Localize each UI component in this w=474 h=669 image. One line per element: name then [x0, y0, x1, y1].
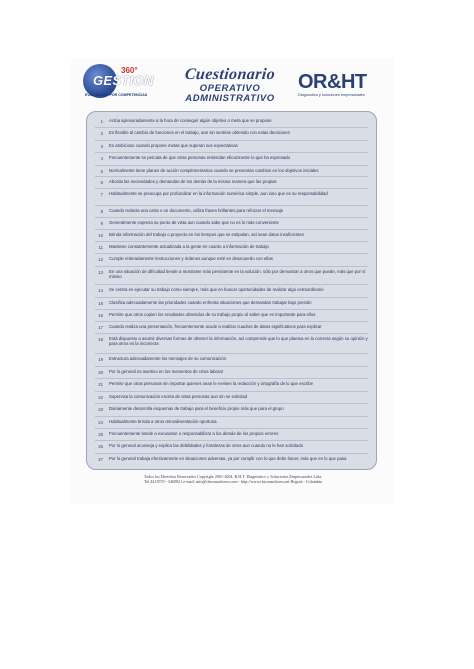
questions-panel — [86, 111, 377, 470]
orht-logo-tagline: Diagnóstico y soluciones empresariales — [298, 93, 365, 97]
orht-logo-mark: OR&HT — [298, 71, 367, 93]
question-text: Aborda las necesidades y demandas de los demás de la misma manera que las propias — [109, 179, 277, 184]
question-row — [87, 256, 376, 262]
row-divider — [95, 366, 368, 367]
question-text: Brinda información del trabajo o proyecto en los tiempos que se estipulan, así sean datos insuficientes — [109, 232, 304, 237]
row-divider — [95, 321, 368, 322]
question-text: Estructura adecuadamente los mensajes de su comunicación — [109, 356, 227, 361]
gestion-logo-number: 360° — [121, 66, 138, 75]
question-row — [87, 369, 376, 375]
question-text: Habitualmente se preocupa por profundizar en la información numérica simple, aun sino que es su responsabilidad — [109, 191, 328, 196]
question-number: 27 — [98, 456, 103, 462]
row-divider — [95, 205, 368, 206]
row-divider — [95, 378, 368, 379]
gestion-logo-tagline: EVALUACION POR COMPETENCIAS — [85, 93, 148, 97]
question-text: Mantiene constantemente actualizada a la gente en cuanto a información de trabajo — [109, 244, 269, 249]
row-divider — [95, 229, 368, 230]
question-number: 10 — [98, 232, 103, 238]
title-administrativo: ADMINISTRATIVO — [185, 93, 275, 104]
question-row — [87, 208, 376, 214]
question-row — [87, 143, 376, 149]
question-number: 6 — [100, 179, 103, 185]
row-divider — [95, 297, 368, 298]
question-text: Habitualmente brinda a otros retroalimentación oportuna — [109, 419, 217, 424]
row-divider — [95, 152, 368, 153]
question-row — [87, 191, 376, 197]
title-operativo: OPERATIVO — [199, 83, 261, 94]
question-number: 24 — [98, 419, 103, 425]
question-text: Por lo general aconseja y explica las debilidades y fortalezas de otros aun cuando no le han solicitado — [109, 443, 304, 448]
question-number: 15 — [98, 300, 103, 306]
question-text: Es flexible al cambio de funciones en el trabajo, aun sin sentirse obtenido con estas decisiones — [109, 130, 290, 135]
question-number: 16 — [98, 312, 103, 318]
question-row — [87, 269, 376, 279]
row-divider — [95, 333, 368, 334]
question-number: 1 — [100, 118, 103, 124]
question-row — [87, 394, 376, 400]
question-number: 20 — [98, 369, 103, 375]
question-text: Generalmente expresa su punto de vista aun cuando sabe que no es lo más conveniente — [109, 220, 279, 225]
title-cuestionario: Cuestionario — [184, 66, 277, 83]
question-text: Normalmente tiene planes de acción complementarios cuando se presentan cambios en los objetivos iniciales — [109, 168, 319, 173]
question-text: Se centra en ejecutar su trabajo como siempre, más que en buscar oportunidades de realizar algo extraordinario — [109, 287, 324, 292]
question-row — [87, 443, 376, 449]
question-text: Está dispuesto a asumir diversas formas de obtener la información, así comprende que lo que plantea en la correcta según su opinión y para otros es la incorrecta — [109, 336, 368, 346]
row-divider — [95, 440, 368, 441]
question-row — [87, 287, 376, 293]
question-row — [87, 381, 376, 387]
row-divider — [95, 217, 368, 218]
gestion-logo-word: GESTION — [93, 73, 154, 88]
question-text: Es ambicioso cuando propone metas que superan sus expectativas — [109, 143, 238, 148]
row-divider — [95, 140, 368, 141]
question-text: Actúa apresuradamente a la hora de conseguir algún objetivo o meta que se propone — [109, 118, 272, 123]
question-number: 25 — [98, 431, 103, 437]
question-row — [87, 431, 376, 437]
question-number: 19 — [98, 356, 103, 362]
question-text: Permite que otras personas sin importar quienes sean le revisen la redacción y ortografía de lo que escribe — [109, 381, 313, 386]
row-divider — [95, 403, 368, 404]
row-divider — [95, 188, 368, 189]
question-text: Por lo general trabaja efectivamente en situaciones adversas, ya por cumplir con lo que debe hacer, más que en lo que pasa — [109, 456, 347, 461]
row-divider — [95, 416, 368, 417]
question-number: 7 — [100, 191, 103, 197]
question-text: Cuando redacta una carta o un documento, utiliza frases brillantes para reforzar el mensaje — [109, 208, 284, 213]
row-divider — [95, 241, 368, 242]
question-row — [87, 232, 376, 238]
row-divider — [95, 176, 368, 177]
question-row — [87, 168, 376, 174]
row-divider — [95, 391, 368, 392]
question-number: 3 — [100, 143, 103, 149]
question-row — [87, 312, 376, 318]
row-divider — [95, 253, 368, 254]
question-row — [87, 244, 376, 250]
question-number: 4 — [100, 155, 103, 161]
question-row — [87, 220, 376, 226]
question-row — [87, 419, 376, 425]
question-number: 5 — [100, 168, 103, 174]
question-number: 22 — [98, 394, 103, 400]
footer-contact: Tel 4413570 - 3460821 e-mail: info@rhtconsultores.com - http://www.rhtconsultores.net Bogotá - Colombia — [144, 479, 322, 485]
question-row — [87, 179, 376, 185]
question-number: 11 — [98, 244, 103, 250]
row-divider — [95, 353, 368, 354]
question-text: Frecuentemente tiende a excusarse o responsabilizar a los demás de los propios errores — [109, 431, 279, 436]
question-text: En una situación de dificultad tiende a mostrarse más persistente en la solución, sólo por demostrar a otros que puede, más que por sí mismo — [109, 269, 366, 279]
question-text: Supervisa la comunicación escrita de otras personas aun sin se solicitad — [109, 394, 248, 399]
row-divider — [95, 165, 368, 166]
question-text: Clasifica adecuadamente las prioridades cuando enfrenta situaciones que demandan trabajar bajo presión — [109, 300, 312, 305]
question-row — [87, 130, 376, 136]
question-number: 8 — [100, 208, 103, 214]
question-text: Cuando realiza una presentación, frecuentemente acude a realizar cuadros de datos significativos para explicar — [109, 324, 322, 329]
row-divider — [95, 266, 368, 267]
row-divider — [95, 127, 368, 128]
question-row — [87, 324, 376, 330]
question-row — [87, 356, 376, 362]
question-row — [87, 118, 376, 124]
orht-logo — [298, 72, 380, 102]
question-number: 12 — [98, 256, 103, 262]
question-text: Diariamente desarrolla esquemas de trabajo para el beneficio propio más que para el grupo — [109, 406, 284, 411]
question-number: 21 — [98, 381, 103, 387]
question-row — [87, 336, 376, 346]
question-row — [87, 155, 376, 161]
question-number: 18 — [98, 336, 103, 342]
row-divider — [95, 284, 368, 285]
question-number: 2 — [100, 130, 103, 136]
question-text: Permite que otros copien los resultados obtenidos de su trabajo propio al saber que es importante para ellos — [109, 312, 316, 317]
question-number: 13 — [98, 269, 103, 275]
question-text: Cumple reiteradamente instrucciones y órdenes aunque esté en desacuerdo con ellas — [109, 256, 273, 261]
document-title — [170, 66, 290, 104]
question-text: Frecuentemente se percata de que otras personas entiendan eficazmente lo que ha expresado — [109, 155, 291, 160]
question-number: 17 — [98, 324, 103, 330]
question-number: 9 — [100, 220, 103, 226]
row-divider — [95, 428, 368, 429]
question-number: 23 — [98, 406, 103, 412]
row-divider — [95, 453, 368, 454]
footer — [108, 474, 358, 485]
question-row — [87, 300, 376, 306]
question-row — [87, 406, 376, 412]
gestion-logo — [83, 64, 163, 102]
question-row — [87, 456, 376, 462]
question-text: Por lo general es asertivo en los momentos de crisis laboral — [109, 369, 223, 374]
question-number: 26 — [98, 443, 103, 449]
row-divider — [95, 309, 368, 310]
question-number: 14 — [98, 287, 103, 293]
footer-copyright: Todos los Derechos Reservados Copyright 2001-2004. R.H.T. Diagnóstico y Soluciones Empresariales Ltda. — [143, 474, 323, 479]
